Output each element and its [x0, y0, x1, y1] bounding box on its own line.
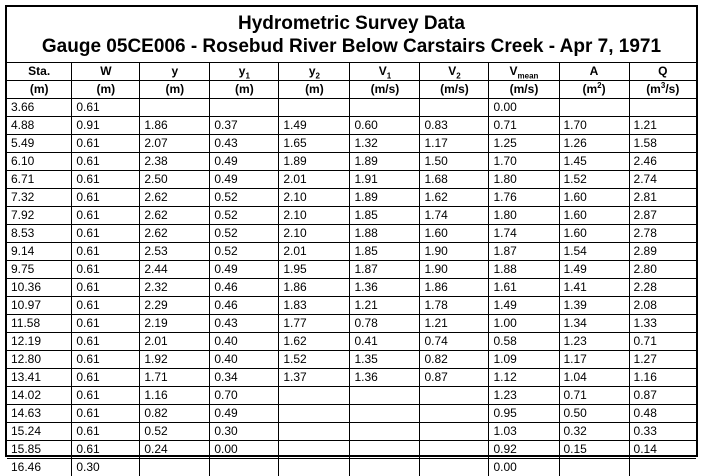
cell-w: 0.61	[72, 225, 140, 243]
cell-a: 1.17	[559, 351, 629, 369]
table-row	[7, 153, 696, 171]
cell-q: 0.33	[629, 423, 696, 441]
column-header-symbol: y	[309, 64, 316, 78]
cell-v1	[350, 99, 420, 117]
table-row	[7, 225, 696, 243]
table-row	[7, 117, 696, 135]
cell-v2	[420, 441, 489, 459]
cell-v2: 0.74	[420, 333, 489, 351]
cell-vmean: 1.09	[489, 351, 559, 369]
cell-q: 2.78	[629, 225, 696, 243]
cell-v1	[350, 405, 420, 423]
cell-y2: 1.83	[279, 297, 350, 315]
cell-y: 2.53	[140, 243, 210, 261]
unit-exponent: 3	[661, 81, 665, 90]
cell-v1	[350, 387, 420, 405]
cell-vmean: 1.23	[489, 387, 559, 405]
cell-vmean: 1.25	[489, 135, 559, 153]
cell-y2: 1.89	[279, 153, 350, 171]
unit-text: (m)	[97, 82, 116, 96]
cell-vmean: 1.76	[489, 189, 559, 207]
column-header-w	[72, 63, 140, 81]
cell-w: 0.61	[72, 207, 140, 225]
cell-y2: 1.52	[279, 351, 350, 369]
cell-y1: 0.49	[210, 405, 279, 423]
cell-y	[140, 99, 210, 117]
table-title: Hydrometric Survey Data	[7, 13, 696, 35]
cell-v1: 0.78	[350, 315, 420, 333]
column-header-y2	[279, 63, 350, 81]
cell-q	[629, 459, 696, 476]
table-row	[7, 351, 696, 369]
cell-q: 0.48	[629, 405, 696, 423]
cell-q: 0.71	[629, 333, 696, 351]
cell-v2: 1.68	[420, 171, 489, 189]
cell-w: 0.61	[72, 423, 140, 441]
cell-v2: 1.90	[420, 243, 489, 261]
cell-y: 2.50	[140, 171, 210, 189]
table-row	[7, 441, 696, 459]
cell-vmean: 1.74	[489, 225, 559, 243]
cell-w: 0.61	[72, 243, 140, 261]
cell-q: 1.33	[629, 315, 696, 333]
cell-v1	[350, 441, 420, 459]
cell-y2	[279, 459, 350, 476]
unit-y	[140, 81, 210, 99]
cell-q: 1.58	[629, 135, 696, 153]
table-row	[7, 423, 696, 441]
cell-sta: 14.63	[7, 405, 72, 423]
cell-sta: 10.36	[7, 279, 72, 297]
column-header-y1	[210, 63, 279, 81]
cell-y: 2.19	[140, 315, 210, 333]
cell-y2: 1.65	[279, 135, 350, 153]
unit-text: (m/s)	[440, 82, 469, 96]
cell-vmean: 0.58	[489, 333, 559, 351]
cell-y2: 1.62	[279, 333, 350, 351]
cell-sta: 13.41	[7, 369, 72, 387]
cell-sta: 6.10	[7, 153, 72, 171]
cell-vmean: 1.12	[489, 369, 559, 387]
unit-text: (m)	[305, 82, 324, 96]
cell-vmean: 0.00	[489, 459, 559, 476]
cell-v1: 1.36	[350, 369, 420, 387]
cell-v1: 1.32	[350, 135, 420, 153]
column-header-subscript: 2	[316, 71, 320, 80]
cell-y: 2.62	[140, 225, 210, 243]
cell-v2: 1.50	[420, 153, 489, 171]
cell-y2: 2.01	[279, 171, 350, 189]
survey-table-frame	[5, 5, 698, 457]
cell-w: 0.61	[72, 351, 140, 369]
cell-a: 1.60	[559, 207, 629, 225]
cell-sta: 11.58	[7, 315, 72, 333]
table-row	[7, 171, 696, 189]
cell-v2: 1.21	[420, 315, 489, 333]
unit-text: (m)	[235, 82, 254, 96]
unit-a	[559, 81, 629, 99]
table-row	[7, 279, 696, 297]
cell-sta: 4.88	[7, 117, 72, 135]
cell-w: 0.61	[72, 333, 140, 351]
cell-y1	[210, 99, 279, 117]
cell-y2: 2.01	[279, 243, 350, 261]
unit-text: (m)	[166, 82, 185, 96]
cell-y: 0.52	[140, 423, 210, 441]
cell-q	[629, 99, 696, 117]
table-row	[7, 99, 696, 117]
unit-text: (m/s)	[371, 82, 400, 96]
cell-v1	[350, 459, 420, 476]
column-header-v1	[350, 63, 420, 81]
cell-vmean: 1.80	[489, 207, 559, 225]
cell-sta: 16.46	[7, 459, 72, 476]
cell-y: 0.24	[140, 441, 210, 459]
column-header-symbol: y	[172, 64, 179, 78]
cell-q: 2.89	[629, 243, 696, 261]
table-row	[7, 243, 696, 261]
cell-y1: 0.52	[210, 225, 279, 243]
cell-v1: 1.87	[350, 261, 420, 279]
cell-v1: 1.88	[350, 225, 420, 243]
column-header-subscript: mean	[518, 71, 539, 80]
cell-a: 1.41	[559, 279, 629, 297]
cell-v2: 0.87	[420, 369, 489, 387]
cell-sta: 6.71	[7, 171, 72, 189]
table-row	[7, 297, 696, 315]
cell-a: 1.60	[559, 225, 629, 243]
cell-q: 0.87	[629, 387, 696, 405]
cell-sta: 7.32	[7, 189, 72, 207]
cell-sta: 15.24	[7, 423, 72, 441]
cell-y: 1.16	[140, 387, 210, 405]
column-header-subscript: 1	[387, 71, 391, 80]
cell-vmean: 1.80	[489, 171, 559, 189]
cell-w: 0.30	[72, 459, 140, 476]
cell-v1: 0.60	[350, 117, 420, 135]
cell-v1: 0.41	[350, 333, 420, 351]
cell-v2	[420, 459, 489, 476]
table-row	[7, 369, 696, 387]
table-row	[7, 315, 696, 333]
cell-a: 0.32	[559, 423, 629, 441]
column-header-a	[559, 63, 629, 81]
cell-y1: 0.37	[210, 117, 279, 135]
cell-vmean: 0.00	[489, 99, 559, 117]
cell-y: 1.92	[140, 351, 210, 369]
column-header-symbol: A	[590, 64, 599, 78]
cell-w: 0.61	[72, 99, 140, 117]
cell-q: 2.81	[629, 189, 696, 207]
cell-a: 1.04	[559, 369, 629, 387]
cell-vmean: 1.87	[489, 243, 559, 261]
cell-a: 1.49	[559, 261, 629, 279]
cell-vmean: 0.71	[489, 117, 559, 135]
cell-q: 0.14	[629, 441, 696, 459]
cell-y1: 0.46	[210, 279, 279, 297]
cell-q: 2.80	[629, 261, 696, 279]
cell-v2: 1.62	[420, 189, 489, 207]
table-row	[7, 387, 696, 405]
cell-q: 2.08	[629, 297, 696, 315]
cell-sta: 8.53	[7, 225, 72, 243]
unit-exponent: 2	[597, 81, 601, 90]
column-header-vmean	[489, 63, 559, 81]
survey-data-table	[7, 62, 696, 476]
unit-text-suffix: )	[602, 82, 606, 96]
table-row	[7, 207, 696, 225]
cell-v1: 1.85	[350, 207, 420, 225]
cell-w: 0.61	[72, 441, 140, 459]
cell-a: 1.34	[559, 315, 629, 333]
cell-w: 0.61	[72, 279, 140, 297]
cell-y2	[279, 441, 350, 459]
cell-v1: 1.21	[350, 297, 420, 315]
cell-y: 2.07	[140, 135, 210, 153]
cell-a: 1.39	[559, 297, 629, 315]
cell-vmean: 1.03	[489, 423, 559, 441]
cell-v1: 1.89	[350, 153, 420, 171]
cell-y1: 0.30	[210, 423, 279, 441]
column-header-symbol: V	[379, 64, 387, 78]
cell-w: 0.61	[72, 135, 140, 153]
cell-y: 2.29	[140, 297, 210, 315]
cell-sta: 7.92	[7, 207, 72, 225]
column-header-symbol: W	[100, 64, 111, 78]
cell-y1: 0.52	[210, 189, 279, 207]
cell-w: 0.61	[72, 315, 140, 333]
unit-vmean	[489, 81, 559, 99]
cell-v1: 1.89	[350, 189, 420, 207]
cell-y2: 2.10	[279, 225, 350, 243]
cell-sta: 10.97	[7, 297, 72, 315]
column-header-subscript: 1	[245, 71, 249, 80]
cell-v2: 0.83	[420, 117, 489, 135]
cell-w: 0.61	[72, 297, 140, 315]
unit-v1	[350, 81, 420, 99]
cell-y2: 1.95	[279, 261, 350, 279]
cell-sta: 5.49	[7, 135, 72, 153]
cell-w: 0.61	[72, 171, 140, 189]
cell-vmean: 1.61	[489, 279, 559, 297]
cell-sta: 9.14	[7, 243, 72, 261]
cell-a: 1.70	[559, 117, 629, 135]
cell-v2	[420, 99, 489, 117]
cell-v1: 1.35	[350, 351, 420, 369]
unit-y2	[279, 81, 350, 99]
cell-y2: 2.10	[279, 189, 350, 207]
unit-text: (m	[582, 82, 597, 96]
cell-w: 0.61	[72, 405, 140, 423]
table-row	[7, 333, 696, 351]
table-subtitle: Gauge 05CE006 - Rosebud River Below Carstairs Creek - Apr 7, 1971	[7, 36, 696, 58]
cell-w: 0.61	[72, 189, 140, 207]
cell-v1: 1.36	[350, 279, 420, 297]
cell-a: 1.23	[559, 333, 629, 351]
column-header-symbol: V	[448, 64, 456, 78]
cell-y1: 0.34	[210, 369, 279, 387]
cell-a	[559, 459, 629, 476]
cell-a: 0.15	[559, 441, 629, 459]
cell-y1: 0.49	[210, 171, 279, 189]
cell-v2: 1.78	[420, 297, 489, 315]
cell-a: 1.54	[559, 243, 629, 261]
cell-a: 0.71	[559, 387, 629, 405]
cell-y: 1.86	[140, 117, 210, 135]
cell-v1: 1.91	[350, 171, 420, 189]
column-header-v2	[420, 63, 489, 81]
cell-y1: 0.52	[210, 243, 279, 261]
cell-y: 2.62	[140, 207, 210, 225]
cell-y2	[279, 99, 350, 117]
cell-y: 2.38	[140, 153, 210, 171]
cell-a: 0.50	[559, 405, 629, 423]
cell-y1: 0.40	[210, 333, 279, 351]
column-header-symbol: Sta.	[28, 64, 50, 78]
table-row	[7, 459, 696, 476]
unit-v2	[420, 81, 489, 99]
table-row	[7, 405, 696, 423]
cell-vmean: 1.70	[489, 153, 559, 171]
unit-text: (m	[646, 82, 661, 96]
cell-q: 2.74	[629, 171, 696, 189]
cell-vmean: 0.95	[489, 405, 559, 423]
cell-sta: 12.19	[7, 333, 72, 351]
table-row	[7, 261, 696, 279]
cell-y2: 1.77	[279, 315, 350, 333]
unit-y1	[210, 81, 279, 99]
cell-sta: 9.75	[7, 261, 72, 279]
cell-y1: 0.40	[210, 351, 279, 369]
cell-a: 1.26	[559, 135, 629, 153]
unit-text: (m/s)	[510, 82, 539, 96]
cell-v2: 1.86	[420, 279, 489, 297]
cell-w: 0.61	[72, 387, 140, 405]
cell-w: 0.91	[72, 117, 140, 135]
cell-y1: 0.49	[210, 261, 279, 279]
cell-v1	[350, 423, 420, 441]
column-header-y	[140, 63, 210, 81]
cell-a: 1.45	[559, 153, 629, 171]
cell-q: 1.21	[629, 117, 696, 135]
cell-v2: 1.17	[420, 135, 489, 153]
cell-y2	[279, 405, 350, 423]
column-header-symbol: y	[239, 64, 246, 78]
cell-a	[559, 99, 629, 117]
column-header-sta	[7, 63, 72, 81]
cell-sta: 15.85	[7, 441, 72, 459]
cell-y2: 2.10	[279, 207, 350, 225]
cell-v1: 1.85	[350, 243, 420, 261]
column-header-q	[629, 63, 696, 81]
cell-y: 2.01	[140, 333, 210, 351]
cell-y1: 0.70	[210, 387, 279, 405]
cell-y1: 0.00	[210, 441, 279, 459]
cell-v2: 1.90	[420, 261, 489, 279]
cell-a: 1.52	[559, 171, 629, 189]
cell-y: 1.71	[140, 369, 210, 387]
cell-v2: 1.74	[420, 207, 489, 225]
cell-y: 0.82	[140, 405, 210, 423]
unit-w	[72, 81, 140, 99]
cell-sta: 14.02	[7, 387, 72, 405]
unit-sta	[7, 81, 72, 99]
cell-y2: 1.86	[279, 279, 350, 297]
cell-w: 0.61	[72, 369, 140, 387]
cell-q: 1.27	[629, 351, 696, 369]
cell-y1: 0.52	[210, 207, 279, 225]
unit-text: (m)	[30, 82, 49, 96]
cell-y: 2.44	[140, 261, 210, 279]
cell-y1: 0.43	[210, 135, 279, 153]
cell-y: 2.32	[140, 279, 210, 297]
cell-vmean: 1.49	[489, 297, 559, 315]
cell-y1: 0.43	[210, 315, 279, 333]
cell-vmean: 1.00	[489, 315, 559, 333]
cell-y1	[210, 459, 279, 476]
units-row	[7, 81, 696, 99]
cell-y2: 1.37	[279, 369, 350, 387]
cell-y: 2.62	[140, 189, 210, 207]
cell-sta: 3.66	[7, 99, 72, 117]
cell-vmean: 0.92	[489, 441, 559, 459]
cell-q: 2.46	[629, 153, 696, 171]
cell-vmean: 1.88	[489, 261, 559, 279]
unit-text-suffix: /s)	[665, 82, 679, 96]
cell-y1: 0.49	[210, 153, 279, 171]
cell-q: 1.16	[629, 369, 696, 387]
cell-v2: 0.82	[420, 351, 489, 369]
cell-v2	[420, 387, 489, 405]
header-row	[7, 63, 696, 81]
column-header-symbol: V	[510, 64, 518, 78]
cell-y	[140, 459, 210, 476]
cell-v2: 1.60	[420, 225, 489, 243]
table-row	[7, 135, 696, 153]
column-header-subscript: 2	[456, 71, 460, 80]
cell-a: 1.60	[559, 189, 629, 207]
cell-w: 0.61	[72, 153, 140, 171]
cell-y1: 0.46	[210, 297, 279, 315]
cell-v2	[420, 423, 489, 441]
column-header-symbol: Q	[658, 64, 667, 78]
cell-v2	[420, 405, 489, 423]
cell-q: 2.87	[629, 207, 696, 225]
cell-w: 0.61	[72, 261, 140, 279]
unit-q	[629, 81, 696, 99]
cell-sta: 12.80	[7, 351, 72, 369]
cell-y2: 1.49	[279, 117, 350, 135]
table-row	[7, 189, 696, 207]
cell-q: 2.28	[629, 279, 696, 297]
cell-y2	[279, 423, 350, 441]
cell-y2	[279, 387, 350, 405]
